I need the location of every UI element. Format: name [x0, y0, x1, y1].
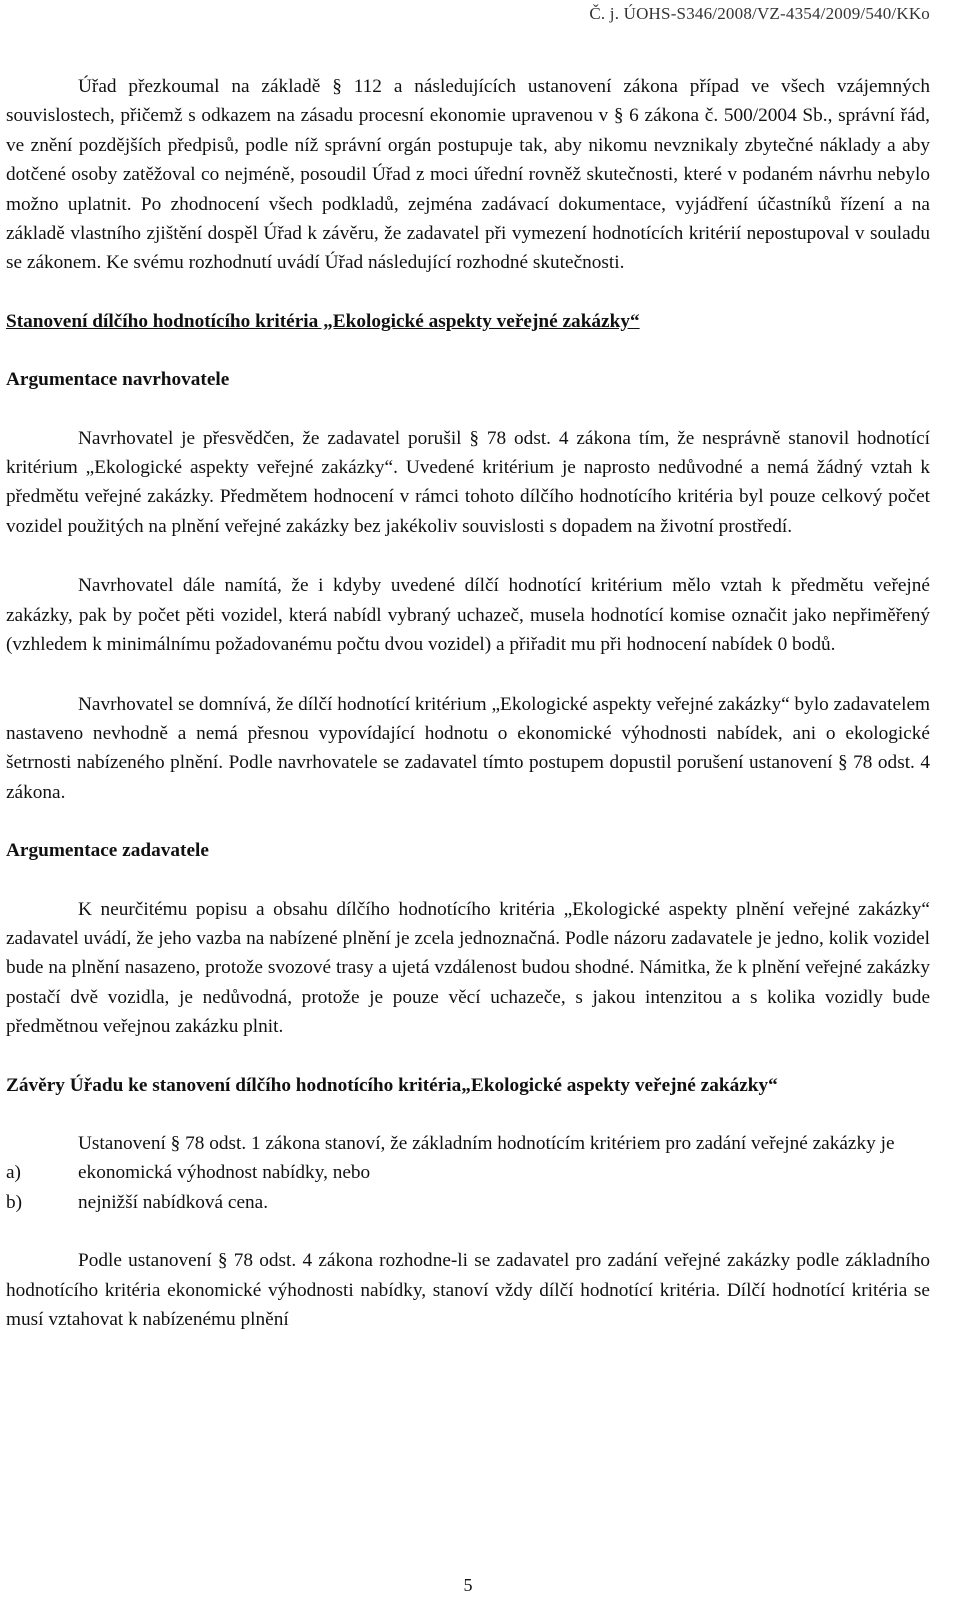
applicant-paragraph-1: Navrhovatel je přesvědčen, že zadavatel porušil § 78 odst. 4 zákona tím, že nesprávně stanovil hodnotící kritérium „Ekologické aspekty veřejné zakázky“. Uvedené kritérium je naprosto nedůvodné a nemá žádný vztah k předmětu veřejné zakázky. Předmětem hodnocení v rámci tohoto dílčího hodnotícího kritéria byl pouze celkový počet vozidel použitých na plnění veřejné zakázky bez jakékoliv souvislosti s dopadem na životní prostředí. [6, 427, 930, 537]
conclusion-paragraph-1: Ustanovení § 78 odst. 1 zákona stanoví, že základním hodnotícím kritériem pro zadání veřejné zakázky je [78, 1132, 895, 1154]
list-marker: a) [6, 1162, 21, 1184]
applicant-paragraph-2: Navrhovatel dále namítá, že i kdyby uvedené dílčí hodnotící kritérium mělo vztah k předmětu veřejné zakázky, pak by počet pěti vozidel, která nabídl vybraný uchazeč, musela hodnotící komise označit jako nepřiměřený (vzhledem k minimálnímu požadovanému počtu dvou vozidel) a přiřadit mu při hodnocení nabídek 0 bodů. [6, 575, 930, 656]
heading-office-conclusions: Závěry Úřadu ke stanovení dílčího hodnotícího kritéria„Ekologické aspekty veřejné zakázky“ [6, 1074, 778, 1096]
intro-paragraph: Úřad přezkoumal na základě § 112 a následujících ustanovení zákona případ ve všech vzájemných souvislostech, přičemž s odkazem na zásadu procesní ekonomie upravenou v § 6 zákona č. 500/2004 Sb., správní řád, ve znění pozdějších předpisů, podle níž správní orgán postupuje tak, aby nikomu nevznikaly zbytečné náklady a aby dotčené osoby zatěžoval co nejméně, posoudil Úřad z moci úřední rovněž skutečnosti, které v podaném návrhu nebylo možno uplatnit. Po zhodnocení všech podkladů, zejména zadávací dokumentace, vyjádření účastníků řízení a na základě vlastního zjištění dospěl Úřad k závěru, že zadavatel při vymezení hodnotících kritérií nepostupoval v souladu se zákonem. Ke svému rozhodnutí uvádí Úřad následující rozhodné skutečnosti. [6, 76, 930, 274]
document-reference: Č. j. ÚOHS-S346/2008/VZ-4354/2009/540/KKo [589, 4, 930, 23]
document-body [6, 72, 930, 1334]
list-marker: b) [6, 1191, 23, 1213]
list-item-text: ekonomická výhodnost nabídky, nebo [78, 1162, 371, 1184]
applicant-paragraph-3: Navrhovatel se domnívá, že dílčí hodnotící kritérium „Ekologické aspekty veřejné zakázky“ bylo zadavatelem nastaveno nevhodně a nemá přesnou vypovídající hodnotu o ekonomické výhodnosti nabídek, ani o ekologické šetrnosti nabízeného plnění. Podle navrhovatele se zadavatel tímto postupem dopustil porušení ustanovení § 78 odst. 4 zákona. [6, 693, 930, 803]
authority-paragraph-1: K neurčitému popisu a obsahu dílčího hodnotícího kritéria „Ekologické aspekty plnění veřejné zakázky“ zadavatel uvádí, že jeho vazba na nabízené plnění je zcela jednoznačná. Podle názoru zadavatele je jedno, kolik vozidel bude na plnění nasazeno, protože svozové trasy a ujetá vzdálenost budou shodné. Námitka, že k plnění veřejné zakázky postačí dvě vozidla, je nedůvodná, protože je pouze věcí uchazeče, s jakou intenzitou a s kolika vozidly bude předmětnou veřejnou zakázku plnit. [6, 898, 930, 1038]
criteria-list [6, 1158, 930, 1217]
page-number: 5 [463, 1575, 473, 1595]
heading-contracting-authority-argument: Argumentace zadavatele [6, 840, 209, 862]
conclusion-paragraph-2: Podle ustanovení § 78 odst. 4 zákona rozhodne-li se zadavatel pro zadání veřejné zakázky podle základního hodnotícího kritéria ekonomické výhodnosti nabídky, stanoví vždy dílčí hodnotící kritéria. Dílčí hodnotící kritéria se musí vztahovat k nabízenému plnění [6, 1250, 930, 1330]
section-title-ecology: Stanovení dílčího hodnotícího kritéria „Ekologické aspekty veřejné zakázky“ [6, 310, 640, 332]
list-item [6, 1188, 930, 1217]
list-item [6, 1158, 930, 1187]
list-item-text: nejnižší nabídková cena. [78, 1191, 269, 1213]
heading-applicant-argument: Argumentace navrhovatele [6, 369, 230, 391]
